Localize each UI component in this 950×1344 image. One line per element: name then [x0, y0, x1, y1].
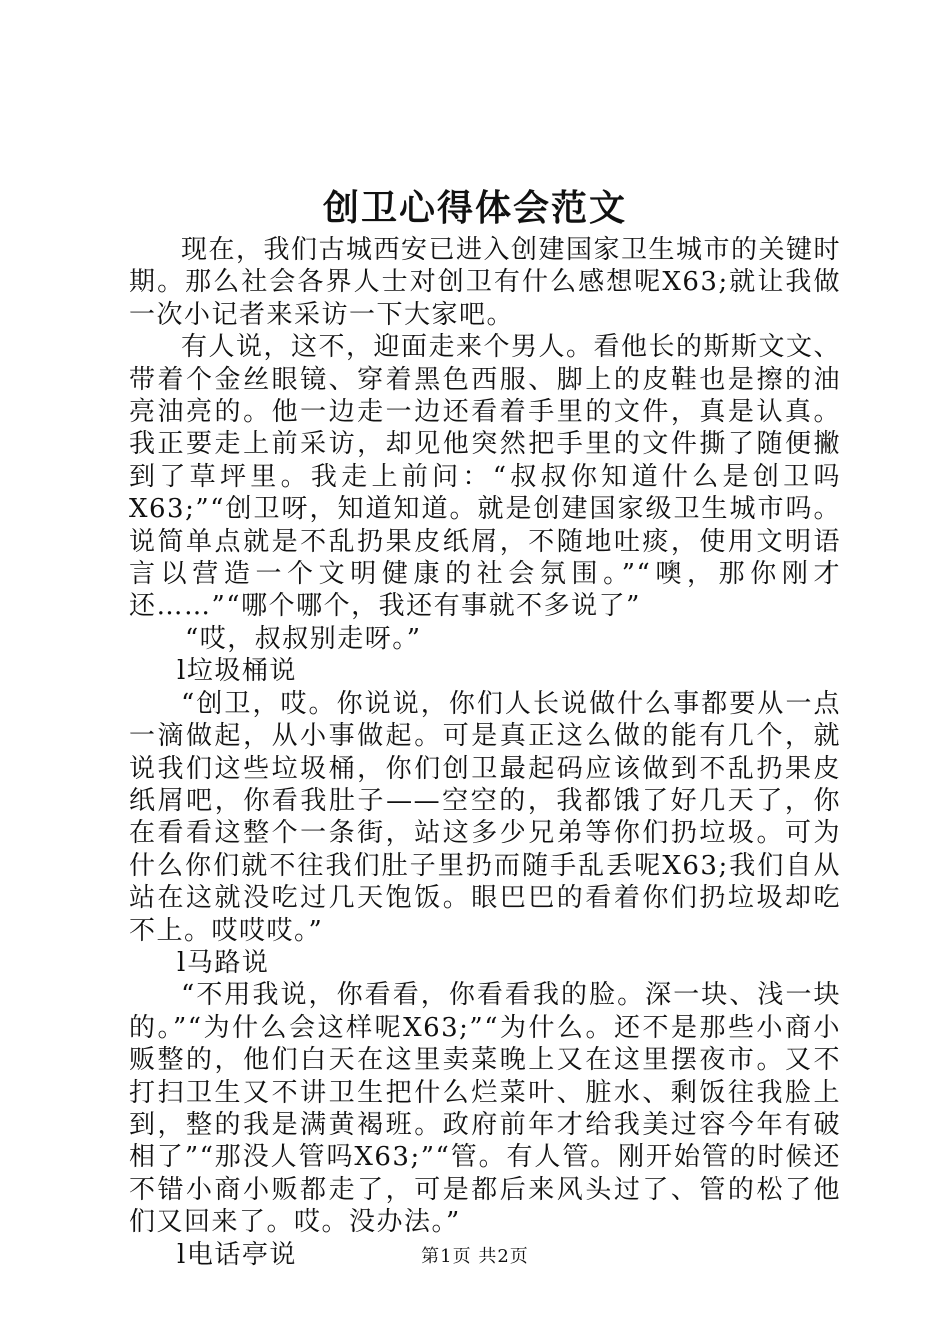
paragraph: “创卫，哎。你说说，你们人长说做什么事都要从一点一滴做起，从小事做起。可是真正这么做的能有几个，就说我们这些垃圾桶，你们创卫最起码应该做到不乱扔果皮纸屑吧，你看我肚子——空空的，我都饿了好几天了，你在看看这整个一条街，站这多少兄弟等你们扔垃圾。可为什么你们就不往我们肚子里扔而随手乱丢呢X63;我们自从站在这就没吃过几天饱饭。眼巴巴的看着你们扔垃圾却吃不上。哎哎哎。”: [129, 688, 841, 946]
section-heading: l电话亭说: [177, 1239, 297, 1270]
document-body: [129, 234, 841, 1271]
section-heading: l马路说: [177, 947, 270, 978]
paragraph: 现在，我们古城西安已进入创建国家卫生城市的关键时期。那么社会各界人士对创卫有什么感想呢X63;就让我做一次小记者来采访一下大家吧。: [129, 235, 842, 330]
paragraph: “哎，叔叔别走呀。”: [185, 623, 422, 654]
paragraph: 有人说，这不，迎面走来个男人。看他长的斯斯文文、带着个金丝眼镜、穿着黑色西服、脚上的皮鞋也是擦的油亮油亮的。他一边走一边还看着手里的文件，真是认真。我正要走上前采访，却见他突然把手里的文件撕了随便撇到了草坪里。我走上前问：“叔叔你知道什么是创卫吗X63;”“创卫呀，知道知道。就是创建国家级卫生城市吗。说简单点就是不乱扔果皮纸屑，不随地吐痰，使用文明语言以营造一个文明健康的社会氛围。”“噢，那你刚才还……”“哪个哪个，我还有事就不多说了”: [129, 332, 842, 622]
page-footer: 第1页 共2页: [421, 1246, 529, 1267]
section-heading: l垃圾桶说: [177, 656, 297, 687]
paragraph: “不用我说，你看看，你看看我的脸。深一块、浅一块的。”“为什么会这样呢X63;”“为什么。还不是那些小商小贩整的，他们白天在这里卖菜晚上又在这里摆夜市。又不打扫卫生又不讲卫生把什么烂菜叶、脏水、剩饭往我脸上到，整的我是满黄褐班。政府前年才给我美过容今年有破相了”“那没人管吗X63;”“管。有人管。刚开始管的时候还不错小商小贩都走了，可是都后来风头过了、管的松了他们又回来了。哎。没办法。”: [129, 980, 841, 1238]
document-title: 创卫心得体会范文: [322, 187, 627, 229]
